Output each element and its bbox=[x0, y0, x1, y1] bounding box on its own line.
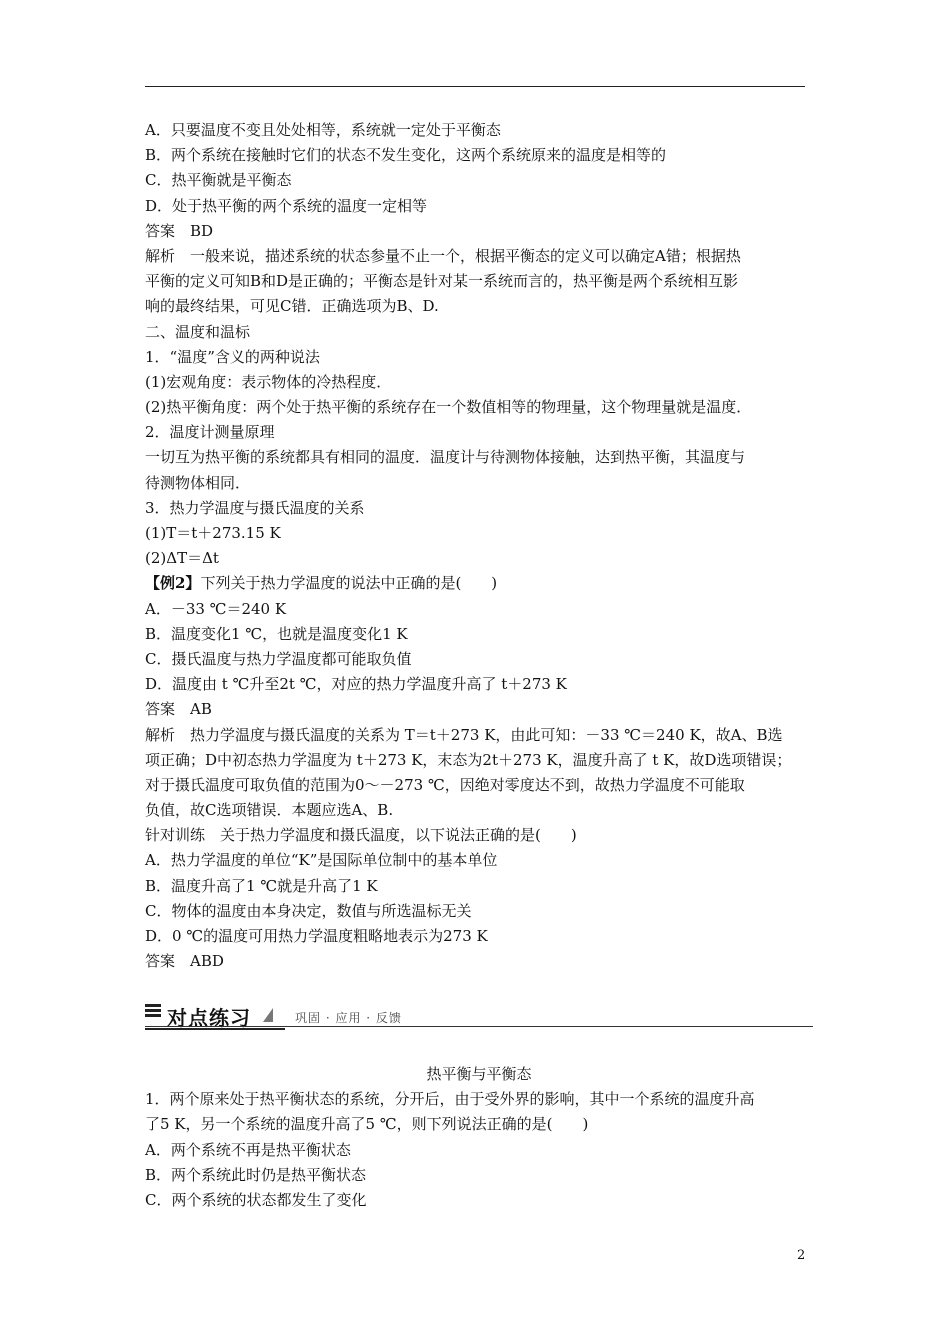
example-2-option-a: A．－33 ℃＝240 K bbox=[145, 599, 287, 618]
training-answer: 答案 ABD bbox=[145, 952, 224, 971]
practice-content bbox=[145, 1062, 813, 1213]
subsection-2-text-1: 一切互为热平衡的系统都具有相同的温度．温度计与待测物体接触，达到热平衡，其温度与 bbox=[145, 448, 746, 467]
q1-option-b: B．两个系统在接触时它们的状态不发生变化，这两个系统原来的温度是相等的 bbox=[145, 146, 667, 165]
example-2-option-c: C．摄氏温度与热力学温度都可能取负值 bbox=[145, 649, 412, 668]
q1-analysis-line-1: 解析 一般来说，描述系统的状态参量不止一个，根据平衡态的定义可以确定A错；根据热 bbox=[145, 246, 741, 265]
example-2-analysis-1: 解析 热力学温度与摄氏温度的关系为 T＝t＋273 K，由此可知：－33 ℃＝240 K，故A、B选 bbox=[145, 725, 783, 744]
formula-1: (1)T＝t＋273.15 K bbox=[145, 524, 281, 542]
example-2-analysis-3: 对于摄氏温度可取负值的范围为0～－273 ℃，因绝对零度达不到，故热力学温度不可能取 bbox=[145, 775, 745, 794]
example-2-question bbox=[145, 571, 813, 596]
subsection-1-item-2: (2)热平衡角度：两个处于热平衡的系统存在一个数值相等的物理量，这个物理量就是温度． bbox=[145, 398, 752, 417]
practice-topic: 热平衡与平衡态 bbox=[426, 1065, 532, 1083]
training-option-d: D．0 ℃的温度可用热力学温度粗略地表示为273 K bbox=[145, 927, 488, 945]
example-2-tag: 【例2】 bbox=[145, 574, 201, 593]
formula-2: (2)ΔT＝Δt bbox=[145, 549, 219, 568]
example-2-analysis-4: 负值，故C选项错误．本题应选A、B. bbox=[145, 801, 394, 820]
practice-q1-option-c: C．两个系统的状态都发生了变化 bbox=[145, 1190, 367, 1209]
practice-q1-option-b: B．两个系统此时仍是热平衡状态 bbox=[145, 1165, 367, 1184]
example-2-analysis-2: 项正确；D中初态热力学温度为 t＋273 K，末态为2t＋273 K，温度升高了 t K，故D选项错误； bbox=[145, 750, 792, 769]
training-option-a: A．热力学温度的单位“K”是国际单位制中的基本单位 bbox=[145, 851, 498, 870]
subsection-1-item-1: (1)宏观角度：表示物体的冷热程度． bbox=[145, 372, 392, 391]
main-content bbox=[145, 118, 813, 974]
example-2-option-b: B．温度变化1 ℃，也就是温度变化1 K bbox=[145, 624, 408, 643]
training-question: 针对训练 关于热力学温度和摄氏温度，以下说法正确的是( ) bbox=[145, 826, 577, 845]
practice-q1-line-2: 了5 K，另一个系统的温度升高了5 ℃，则下列说法正确的是( ) bbox=[145, 1115, 589, 1134]
practice-subtitle: 巩固 · 应用 · 反馈 bbox=[295, 1011, 402, 1025]
example-2-question-text: 下列关于热力学温度的说法中正确的是( ) bbox=[200, 574, 498, 593]
q1-analysis-line-3: 响的最终结果，可见C错．正确选项为B、D. bbox=[145, 297, 439, 316]
q1-answer: 答案 BD bbox=[145, 221, 214, 240]
practice-q1-option-a: A．两个系统不再是热平衡状态 bbox=[145, 1140, 351, 1159]
practice-section-header bbox=[145, 1002, 813, 1030]
section-heading: 二、温度和温标 bbox=[145, 322, 251, 341]
q1-analysis-line-2: 平衡的定义可知B和D是正确的；平衡态是针对某一系统而言的，热平衡是两个系统相互影 bbox=[145, 272, 739, 291]
page-number: 2 bbox=[797, 1248, 806, 1263]
training-option-b: B．温度升高了1 ℃就是升高了1 K bbox=[145, 876, 378, 895]
q1-option-d: D．处于热平衡的两个系统的温度一定相等 bbox=[145, 196, 428, 215]
q1-option-a: A．只要温度不变且处处相等，系统就一定处于平衡态 bbox=[145, 121, 501, 139]
q1-option-c: C．热平衡就是平衡态 bbox=[145, 171, 292, 190]
example-2-answer: 答案 AB bbox=[145, 700, 212, 719]
header-underline-bold bbox=[145, 1028, 285, 1030]
subsection-2-text-2: 待测物体相同． bbox=[145, 473, 251, 492]
triangle-icon bbox=[263, 1008, 273, 1022]
example-2-option-d: D．温度由 t ℃升至2t ℃，对应的热力学温度升高了 t＋273 K bbox=[145, 675, 567, 694]
stripes-icon bbox=[145, 1004, 161, 1022]
practice-q1-line-1: 1．两个原来处于热平衡状态的系统，分开后，由于受外界的影响，其中一个系统的温度升高 bbox=[145, 1090, 755, 1109]
header-underline bbox=[145, 1026, 813, 1027]
subsection-1-title: 1．“温度”含义的两种说法 bbox=[145, 347, 320, 366]
training-option-c: C．物体的温度由本身决定，数值与所选温标无关 bbox=[145, 901, 472, 920]
practice-title: 对点练习 bbox=[167, 1006, 251, 1030]
subsection-2-title: 2．温度计测量原理 bbox=[145, 423, 275, 442]
header-rule bbox=[145, 86, 805, 87]
subsection-3-title: 3．热力学温度与摄氏温度的关系 bbox=[145, 498, 365, 517]
